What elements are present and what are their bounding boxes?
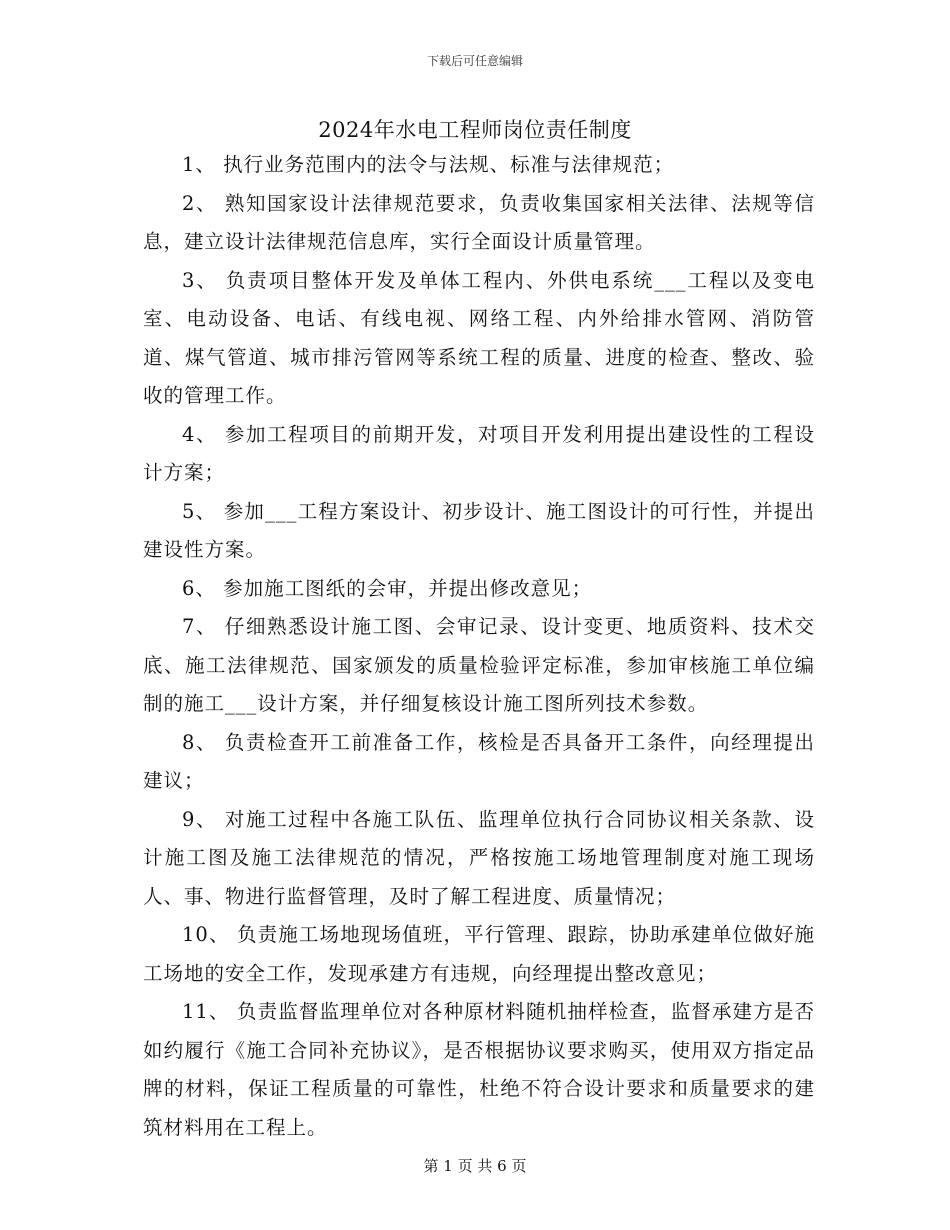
page-number: 第 1 页 共 6 页 xyxy=(423,1157,527,1175)
clause-3: 3、 负责项目整体开发及单体工程内、外供电系统___工程以及变电室、电动设备、电话、有线电视、网络工程、内外给排水管网、消防管道、煤气管道、城市排污管网等系统工程的质量、进度的检查、整改、验收的管理工作。 xyxy=(143,268,815,407)
clause-6: 6、 参加施工图纸的会审，并提出修改意见； xyxy=(182,576,593,600)
clause-10: 10、 负责施工场地现场值班，平行管理、跟踪，协助承建单位做好施工场地的安全工作，发现承建方有违规，向经理提出整改意见； xyxy=(143,923,815,985)
clause-4: 4、 参加工程项目的前期开发，对项目开发利用提出建设性的工程设计方案； xyxy=(143,422,815,484)
clause-11: 11、 负责监督监理单位对各种原材料随机抽样检查，监督承建方是否如约履行《施工合同补充协议》，是否根据协议要求购买，使用双方指定品牌的材料，保证工程质量的可靠性，杜绝不符合设计要求和质量要求的建筑材料用在工程上。 xyxy=(143,1000,815,1139)
document-title: 2024年水电工程师岗位责任制度 xyxy=(318,118,632,142)
page-header-note: 下载后可任意编辑 xyxy=(426,54,523,68)
document-body xyxy=(143,146,815,1147)
clause-9: 9、 对施工过程中各施工队伍、监理单位执行合同协议相关条款、设计施工图及施工法律规范的情况，严格按施工场地管理制度对施工现场人、事、物进行监督管理，及时了解工程进度、质量情况； xyxy=(143,807,815,908)
clause-2: 2、 熟知国家设计法律规范要求，负责收集国家相关法律、法规等信息，建立设计法律规范信息库，实行全面设计质量管理。 xyxy=(143,191,815,253)
clause-5: 5、 参加___工程方案设计、初步设计、施工图设计的可行性，并提出建设性方案。 xyxy=(143,499,815,561)
clause-7: 7、 仔细熟悉设计施工图、会审记录、设计变更、地质资料、技术交底、施工法律规范、国家颁发的质量检验评定标准，参加审核施工单位编制的施工___设计方案，并仔细复核设计施工图所列技术参数。 xyxy=(143,615,815,715)
clause-8: 8、 负责检查开工前准备工作，核检是否具备开工条件，向经理提出建议； xyxy=(143,730,815,792)
clause-1: 1、 执行业务范围内的法令与法规、标准与法律规范； xyxy=(182,153,675,176)
